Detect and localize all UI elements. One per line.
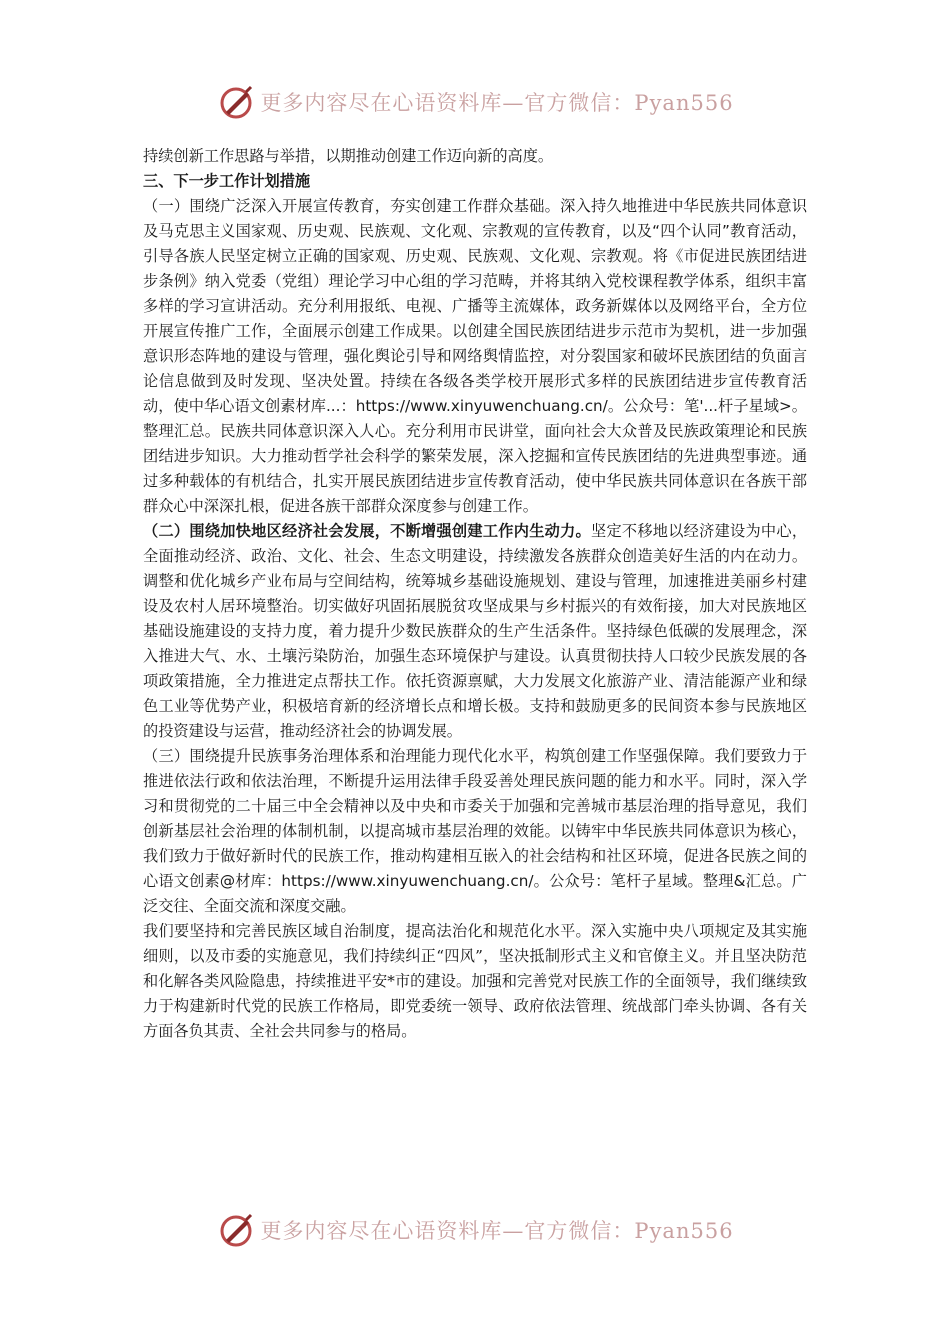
footer-watermark-banner (0, 1210, 950, 1250)
paragraph-2-lead: （二）围绕加快地区经济社会发展，不断增强创建工作内生动力。 (143, 522, 591, 540)
footer-watermark-text: 更多内容尽在心语资料库—官方微信：Pyan556 (260, 1219, 734, 1243)
paragraph-4: 我们要坚持和完善民族区域自治制度，提高法治化和规范化水平。深入实施中央八项规定及其实施细则，以及市委的实施意见，我们持续纠正“四风”，坚决抵制形式主义和官僚主义。并且坚决防范和化解各类风险隐患，持续推进平安*市的建设。加强和完善党对民族工作的全面领导，我们继续致力于构建新时代党的民族工作格局，即党委统一领导、政府依法管理、统战部门牵头协调、各有关方面各负其责、全社会共同参与的格局。 (143, 922, 807, 1040)
paragraph-3: （三）围绕提升民族事务治理体系和治理能力现代化水平，构筑创建工作坚强保障。我们要致力于推进依法行政和依法治理，不断提升运用法律手段妥善处理民族问题的能力和水平。同时，深入学习和贯彻党的二十届三中全会精神以及中央和市委关于加强和完善城市基层治理的指导意见，我们创新基层社会治理的体制机制，以提高城市基层治理的效能。以铸牢中华民族共同体意识为核心，我们致力于做好新时代的民族工作，推动构建相互嵌入的社会结构和社区环境，促进各民族之间的心语文创素@材库：https://www.xinyuwenchuang.cn/。公众号：笔杆子星域。整理&汇总。广泛交往、全面交流和深度交融。 (143, 747, 807, 915)
pen-logo-icon (216, 1210, 256, 1250)
paragraph-2-body: 坚定不移地以经济建设为中心，全面推动经济、政治、文化、社会、生态文明建设，持续激发各族群众创造美好生活的内在动力。调整和优化城乡产业布局与空间结构，统筹城乡基础设施规划、建设与管理，加速推进美丽乡村建设及农村人居环境整治。切实做好巩固拓展脱贫攻坚成果与乡村振兴的有效衔接，加大对民族地区基础设施建设的支持力度，着力提升少数民族群众的生产生活条件。坚持绿色低碳的发展理念，深入推进大气、水、土壤污染防治，加强生态环境保护与建设。认真贯彻扶持人口较少民族发展的各项政策措施，全力推进定点帮扶工作。依托资源禀赋，大力发展文化旅游产业、清洁能源产业和绿色工业等优势产业，积极培育新的经济增长点和增长极。支持和鼓励更多的民间资本参与民族地区的投资建设与运营，推动经济社会的协调发展。 (143, 522, 808, 740)
pen-logo-icon (216, 82, 256, 122)
paragraph-2 (143, 519, 807, 744)
document-body (143, 144, 807, 1044)
section-heading: 三、下一步工作计划措施 (143, 172, 311, 190)
header-watermark-banner (0, 82, 950, 122)
header-watermark-text: 更多内容尽在心语资料库—官方微信：Pyan556 (260, 91, 734, 115)
intro-paragraph: 持续创新工作思路与举措，以期推动创建工作迈向新的高度。 (143, 147, 554, 165)
paragraph-1: （一）围绕广泛深入开展宣传教育，夯实创建工作群众基础。深入持久地推进中华民族共同体意识及马克思主义国家观、历史观、民族观、文化观、宗教观的宣传教育，以及“四个认同”教育活动，引导各族人民坚定树立正确的国家观、历史观、民族观、文化观、宗教观。将《市促进民族团结进步条例》纳入党委（党组）理论学习中心组的学习范畴，并将其纳入党校课程教学体系，组织丰富多样的学习宣讲活动。充分利用报纸、电视、广播等主流媒体，政务新媒体以及网络平台，全方位开展宣传推广工作，全面展示创建工作成果。以创建全国民族团结进步示范市为契机，进一步加强意识形态阵地的建设与管理，强化舆论引导和网络舆情监控，对分裂国家和破坏民族团结的负面言论信息做到及时发现、坚决处置。持续在各级各类学校开展形式多样的民族团结进步宣传教育活动，使中华心语文创素材库...：https://www.xinyuwenchuang.cn/。公众号：笔'...杆子星域>。整理汇总。民族共同体意识深入人心。充分利用市民讲堂，面向社会大众普及民族政策理论和民族团结进步知识。大力推动哲学社会科学的繁荣发展，深入挖掘和宣传民族团结的先进典型事迹。通过多种载体的有机结合，扎实开展民族团结进步宣传教育活动，使中华民族共同体意识在各族干部群众心中深深扎根，促进各族干部群众深度参与创建工作。 (143, 197, 807, 515)
